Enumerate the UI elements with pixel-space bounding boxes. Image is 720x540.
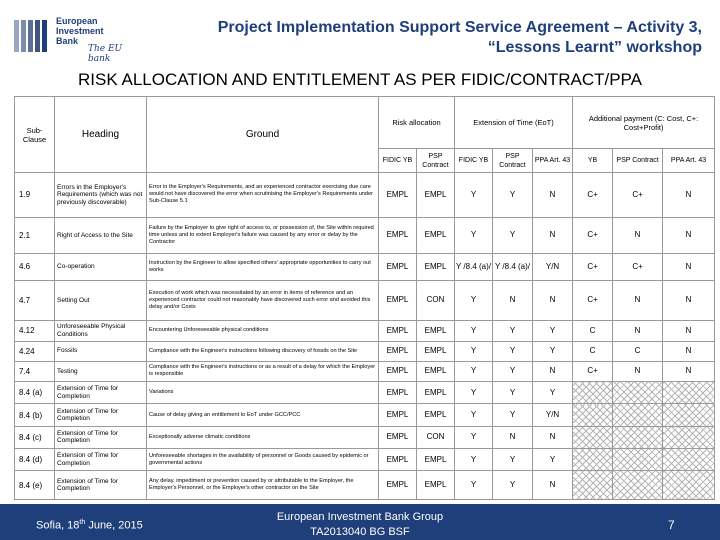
table-row xyxy=(15,361,715,381)
hatched-cell xyxy=(663,449,715,471)
ground-cell: Instruction by the Engineer to allow specified others' appropriate opportunities to carry out works xyxy=(147,254,379,280)
ground-cell: Exceptionally adverse climatic conditions xyxy=(147,426,379,448)
hatched-cell xyxy=(663,426,715,448)
value-cell: Y xyxy=(493,382,533,404)
eib-logo xyxy=(12,10,142,64)
hatched-cell xyxy=(613,471,663,500)
footer-org-line-2: TA2013040 BG BSF xyxy=(310,526,410,538)
hatched-cell xyxy=(613,404,663,426)
table-row xyxy=(15,254,715,280)
value-cell: Y xyxy=(455,280,493,321)
table-row xyxy=(15,321,715,341)
sub-clause-cell: 8.4 (b) xyxy=(15,404,55,426)
value-cell: EMPL xyxy=(379,217,417,254)
value-cell: EMPL xyxy=(417,471,455,500)
table-row xyxy=(15,471,715,500)
table-row xyxy=(15,341,715,361)
footer-date-rest: June, 2015 xyxy=(85,519,143,532)
value-cell: Y xyxy=(493,217,533,254)
ground-cell: Compliance with the Engineer's instructions or as a result of a delay for which the Employer is responsible xyxy=(147,361,379,381)
hatched-cell xyxy=(663,404,715,426)
value-cell: EMPL xyxy=(417,382,455,404)
risk-allocation-table xyxy=(14,96,715,500)
value-cell: Y xyxy=(533,449,573,471)
page-number: 7 xyxy=(668,518,675,532)
value-cell: EMPL xyxy=(379,471,417,500)
table-row xyxy=(15,449,715,471)
value-cell: Y xyxy=(455,361,493,381)
ground-cell: Any delay, impediment or prevention caused by or attributable to the Employer, the Employer's Personnel, or the Employer's other contractor on the Site xyxy=(147,471,379,500)
hatched-cell xyxy=(573,426,613,448)
value-cell: EMPL xyxy=(379,404,417,426)
value-cell: Y xyxy=(493,449,533,471)
value-cell: EMPL xyxy=(379,280,417,321)
value-cell: EMPL xyxy=(417,254,455,280)
value-cell: Y /8.4 (a)/ xyxy=(455,254,493,280)
table-row xyxy=(15,280,715,321)
value-cell: EMPL xyxy=(417,217,455,254)
heading-cell: Right of Access to the Site xyxy=(55,217,147,254)
value-cell: N xyxy=(663,321,715,341)
value-cell: Y xyxy=(455,217,493,254)
value-cell: Y xyxy=(533,382,573,404)
logo-signature: The EU bank xyxy=(88,44,123,64)
sub-clause-cell: 4.12 xyxy=(15,321,55,341)
ground-cell: Encountering Unforeseeable physical conditions xyxy=(147,321,379,341)
header-additional-payment: Additional payment (C: Cost, C+: Cost+Profit) xyxy=(573,97,715,149)
ground-cell: Cause of delay giving an entitlement to EoT under GCC/PCC xyxy=(147,404,379,426)
sub-clause-cell: 4.24 xyxy=(15,341,55,361)
value-cell: C xyxy=(613,341,663,361)
logo-line-3: Bank xyxy=(56,36,79,46)
value-cell: Y xyxy=(533,341,573,361)
hatched-cell xyxy=(573,382,613,404)
subheader-cell: PSP Contract xyxy=(417,149,455,173)
header-row xyxy=(15,97,715,149)
sub-clause-cell: 1.9 xyxy=(15,173,55,218)
value-cell: Y xyxy=(455,341,493,361)
hatched-cell xyxy=(573,471,613,500)
value-cell: Y xyxy=(455,173,493,218)
value-cell: Y/N xyxy=(533,254,573,280)
footer-date-suffix: th xyxy=(79,519,86,526)
footer-organization xyxy=(230,510,490,540)
ground-cell: Error in the Employer's Requirements, and an experienced contractor exercising due care would not have discovered the error when scrutinising the Employer's Requirements under Sub-Clause 5.1 xyxy=(147,173,379,218)
value-cell: N xyxy=(663,280,715,321)
value-cell: Y xyxy=(455,471,493,500)
title-line-1: Project Implementation Support Service Agreement – Activity 3, xyxy=(217,19,702,36)
header-sub-clause: Sub-Clause xyxy=(15,97,55,173)
value-cell: EMPL xyxy=(379,173,417,218)
value-cell: Y xyxy=(493,173,533,218)
value-cell: Y /8.4 (a)/ xyxy=(493,254,533,280)
value-cell: Y xyxy=(455,426,493,448)
value-cell: EMPL xyxy=(379,361,417,381)
hatched-cell xyxy=(573,449,613,471)
value-cell: N xyxy=(493,280,533,321)
subheader-cell: PPA Art. 43 xyxy=(533,149,573,173)
value-cell: Y xyxy=(493,404,533,426)
sub-clause-cell: 7.4 xyxy=(15,361,55,381)
subheader-cell: PSP Contract xyxy=(493,149,533,173)
value-cell: Y xyxy=(493,321,533,341)
value-cell: Y xyxy=(493,341,533,361)
table-body xyxy=(15,173,715,500)
value-cell: Y xyxy=(455,404,493,426)
value-cell: N xyxy=(663,341,715,361)
value-cell: N xyxy=(493,426,533,448)
value-cell: EMPL xyxy=(379,254,417,280)
ground-cell: Failure by the Employer to give right of access to, or possession of, the Site within required time unless and to extent Employer's failure was caused by any error or delay by the Contractor xyxy=(147,217,379,254)
table-row xyxy=(15,173,715,218)
slide-title: RISK ALLOCATION AND ENTITLEMENT AS PER FIDIC/CONTRACT/PPA xyxy=(78,70,642,89)
subheader-cell: YB xyxy=(573,149,613,173)
eib-logo-icon xyxy=(12,16,52,56)
heading-cell: Extension of Time for Completion xyxy=(55,404,147,426)
header-heading: Heading xyxy=(55,97,147,173)
value-cell: N xyxy=(533,361,573,381)
value-cell: EMPL xyxy=(417,341,455,361)
value-cell: N xyxy=(663,361,715,381)
hatched-cell xyxy=(613,426,663,448)
value-cell: C xyxy=(573,321,613,341)
value-cell: Y xyxy=(455,449,493,471)
heading-cell: Extension of Time for Completion xyxy=(55,382,147,404)
value-cell: N xyxy=(533,471,573,500)
header-ground: Ground xyxy=(147,97,379,173)
value-cell: N xyxy=(663,217,715,254)
sub-clause-cell: 8.4 (d) xyxy=(15,449,55,471)
sub-clause-cell: 4.6 xyxy=(15,254,55,280)
table-row xyxy=(15,404,715,426)
sub-clause-cell: 8.4 (e) xyxy=(15,471,55,500)
value-cell: CON xyxy=(417,280,455,321)
value-cell: EMPL xyxy=(379,321,417,341)
value-cell: N xyxy=(613,280,663,321)
value-cell: EMPL xyxy=(379,382,417,404)
ground-cell: Unforeseeable shortages in the availability of personnel or Goods caused by epidemic or governmental actions xyxy=(147,449,379,471)
ground-cell: Execution of work which was necessitated by an error in items of reference and an experienced contractor could not reasonably have discovered such error and avoided this delay and/or Costs xyxy=(147,280,379,321)
heading-cell: Extension of Time for Completion xyxy=(55,449,147,471)
value-cell: N xyxy=(533,280,573,321)
hatched-cell xyxy=(573,404,613,426)
value-cell: Y xyxy=(493,361,533,381)
value-cell: Y xyxy=(493,471,533,500)
value-cell: C xyxy=(573,341,613,361)
subheader-cell: PSP Contract xyxy=(613,149,663,173)
value-cell: C+ xyxy=(613,173,663,218)
value-cell: Y xyxy=(533,321,573,341)
presentation-title xyxy=(142,18,702,58)
value-cell: N xyxy=(533,217,573,254)
heading-cell: Setting Out xyxy=(55,280,147,321)
value-cell: N xyxy=(613,217,663,254)
value-cell: EMPL xyxy=(417,321,455,341)
footer-org-line-1: European Investment Bank Group xyxy=(276,511,444,523)
ground-cell: Compliance with the Engineer's instructions following discovery of fossils on the Site xyxy=(147,341,379,361)
value-cell: N xyxy=(613,361,663,381)
heading-cell: Errors in the Employer's Requirements (which was not previously discoverable) xyxy=(55,173,147,218)
value-cell: Y/N xyxy=(533,404,573,426)
hatched-cell xyxy=(663,382,715,404)
ground-cell: Variations xyxy=(147,382,379,404)
footer-date xyxy=(36,519,143,532)
value-cell: N xyxy=(533,173,573,218)
subheader-cell: FIDIC YB xyxy=(455,149,493,173)
value-cell: C+ xyxy=(573,361,613,381)
footer-date-day: Sofia, 18 xyxy=(36,519,80,532)
heading-cell: Extension of Time for Completion xyxy=(55,426,147,448)
value-cell: C+ xyxy=(613,254,663,280)
value-cell: N xyxy=(663,254,715,280)
sub-clause-cell: 2.1 xyxy=(15,217,55,254)
logo-line-2: Investment xyxy=(56,26,104,36)
table-row xyxy=(15,217,715,254)
logo-line-1: European xyxy=(56,16,98,26)
table-row xyxy=(15,426,715,448)
value-cell: EMPL xyxy=(417,449,455,471)
header-extension: Extension of Time (EoT) xyxy=(455,97,573,149)
heading-cell: Co-operation xyxy=(55,254,147,280)
hatched-cell xyxy=(663,471,715,500)
heading-cell: Fossils xyxy=(55,341,147,361)
value-cell: C+ xyxy=(573,173,613,218)
value-cell: EMPL xyxy=(417,173,455,218)
hatched-cell xyxy=(613,382,663,404)
value-cell: N xyxy=(613,321,663,341)
subheader-cell: FIDIC YB xyxy=(379,149,417,173)
title-line-2: “Lessons Learnt” workshop xyxy=(487,39,702,56)
value-cell: N xyxy=(533,426,573,448)
heading-cell: Testing xyxy=(55,361,147,381)
value-cell: C+ xyxy=(573,217,613,254)
heading-cell: Extension of Time for Completion xyxy=(55,471,147,500)
sub-clause-cell: 8.4 (c) xyxy=(15,426,55,448)
value-cell: CON xyxy=(417,426,455,448)
value-cell: EMPL xyxy=(417,404,455,426)
table-row xyxy=(15,382,715,404)
value-cell: EMPL xyxy=(379,426,417,448)
sub-clause-cell: 8.4 (a) xyxy=(15,382,55,404)
value-cell: EMPL xyxy=(417,361,455,381)
header-risk-allocation: Risk allocation xyxy=(379,97,455,149)
hatched-cell xyxy=(613,449,663,471)
value-cell: EMPL xyxy=(379,341,417,361)
sub-clause-cell: 4.7 xyxy=(15,280,55,321)
value-cell: C+ xyxy=(573,280,613,321)
heading-cell: Unforeseeable Physical Conditions xyxy=(55,321,147,341)
value-cell: Y xyxy=(455,321,493,341)
value-cell: Y xyxy=(455,382,493,404)
value-cell: N xyxy=(663,173,715,218)
subheader-cell: PPA Art. 43 xyxy=(663,149,715,173)
value-cell: EMPL xyxy=(379,449,417,471)
value-cell: C+ xyxy=(573,254,613,280)
